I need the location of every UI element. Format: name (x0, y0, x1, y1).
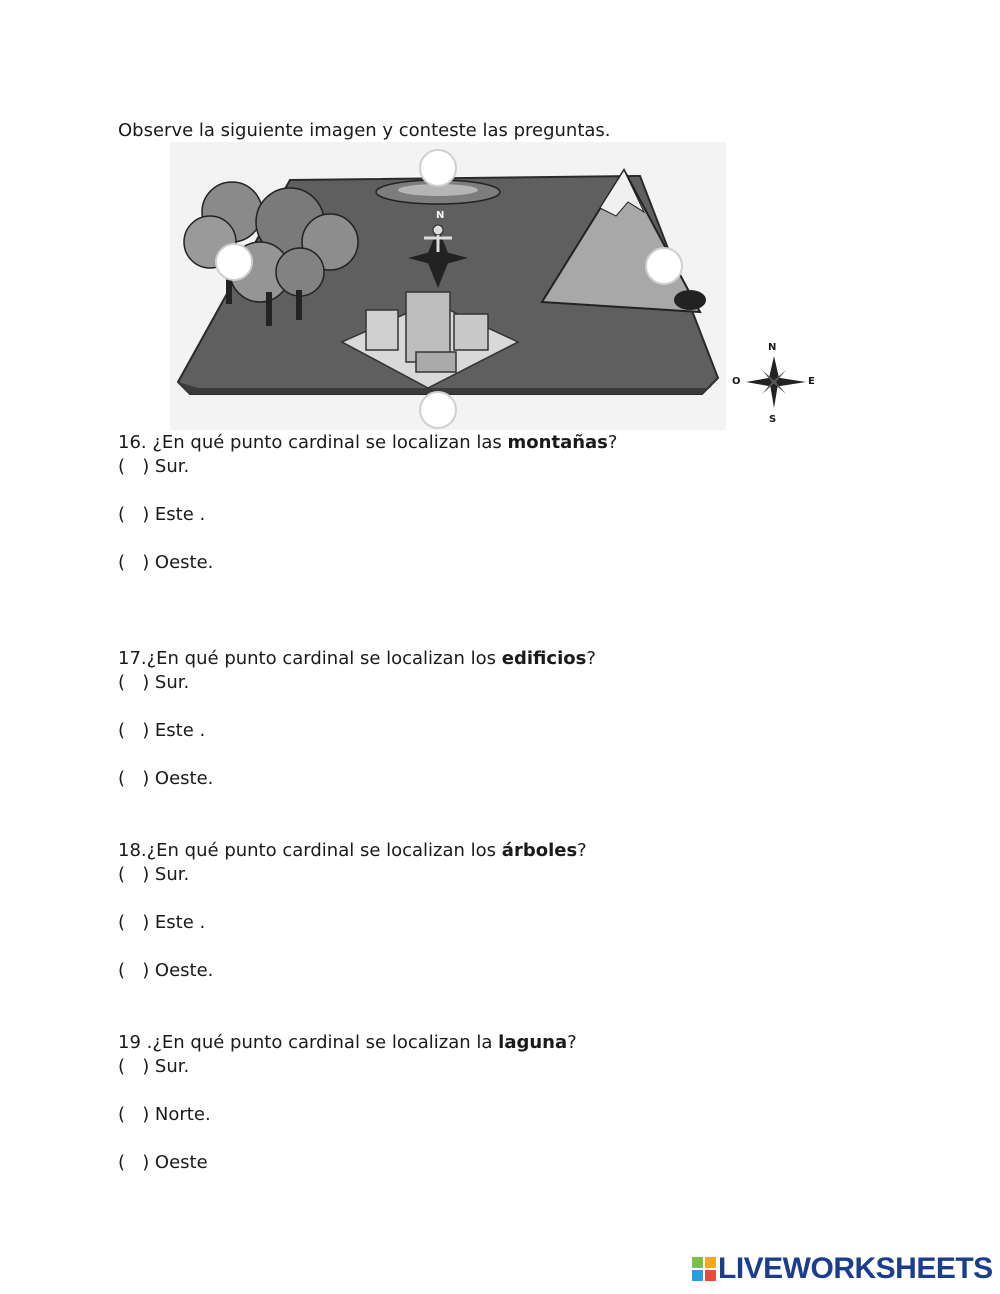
question-16-option-1[interactable]: ( ) Sur. (118, 456, 190, 477)
question-16-option-2[interactable]: ( ) Este . (118, 504, 206, 525)
question-19-option-3[interactable]: ( ) Oeste (118, 1152, 208, 1173)
compass-north-label: N (768, 342, 777, 353)
question-19: 19 .¿En qué punto cardinal se localizan la laguna? (118, 1032, 577, 1053)
question-18-option-1[interactable]: ( ) Sur. (118, 864, 190, 885)
question-18-option-2[interactable]: ( ) Este . (118, 912, 206, 933)
liveworksheets-mark-icon (692, 1257, 716, 1281)
question-19-option-1[interactable]: ( ) Sur. (118, 1056, 190, 1077)
compass-rose (724, 338, 824, 428)
question-18: 18.¿En qué punto cardinal se localizan los árboles? (118, 840, 587, 861)
question-17: 17.¿En qué punto cardinal se localizan los edificios? (118, 648, 596, 669)
answer-circle-east[interactable] (646, 248, 682, 284)
question-17-option-3[interactable]: ( ) Oeste. (118, 768, 214, 789)
question-16-option-3[interactable]: ( ) Oeste. (118, 552, 214, 573)
instructions: Observe la siguiente imagen y conteste las preguntas. (118, 120, 611, 141)
cardinal-points-illustration (170, 142, 726, 430)
compass-south-label: S (769, 414, 777, 425)
answer-circle-west[interactable] (216, 244, 252, 280)
question-17-option-1[interactable]: ( ) Sur. (118, 672, 190, 693)
liveworksheets-wordmark: LIVEWORKSHEETS (718, 1252, 993, 1285)
question-18-option-3[interactable]: ( ) Oeste. (118, 960, 214, 981)
answer-circle-north[interactable] (420, 150, 456, 186)
question-17-option-2[interactable]: ( ) Este . (118, 720, 206, 741)
question-19-option-2[interactable]: ( ) Norte. (118, 1104, 211, 1125)
compass-west-label: O (732, 376, 741, 387)
liveworksheets-logo[interactable] (692, 1252, 993, 1286)
question-16: 16. ¿En qué punto cardinal se localizan las montañas? (118, 432, 618, 453)
answer-circle-south[interactable] (420, 392, 456, 428)
compass-east-label: E (808, 376, 815, 387)
svg-text:N: N (436, 210, 445, 221)
